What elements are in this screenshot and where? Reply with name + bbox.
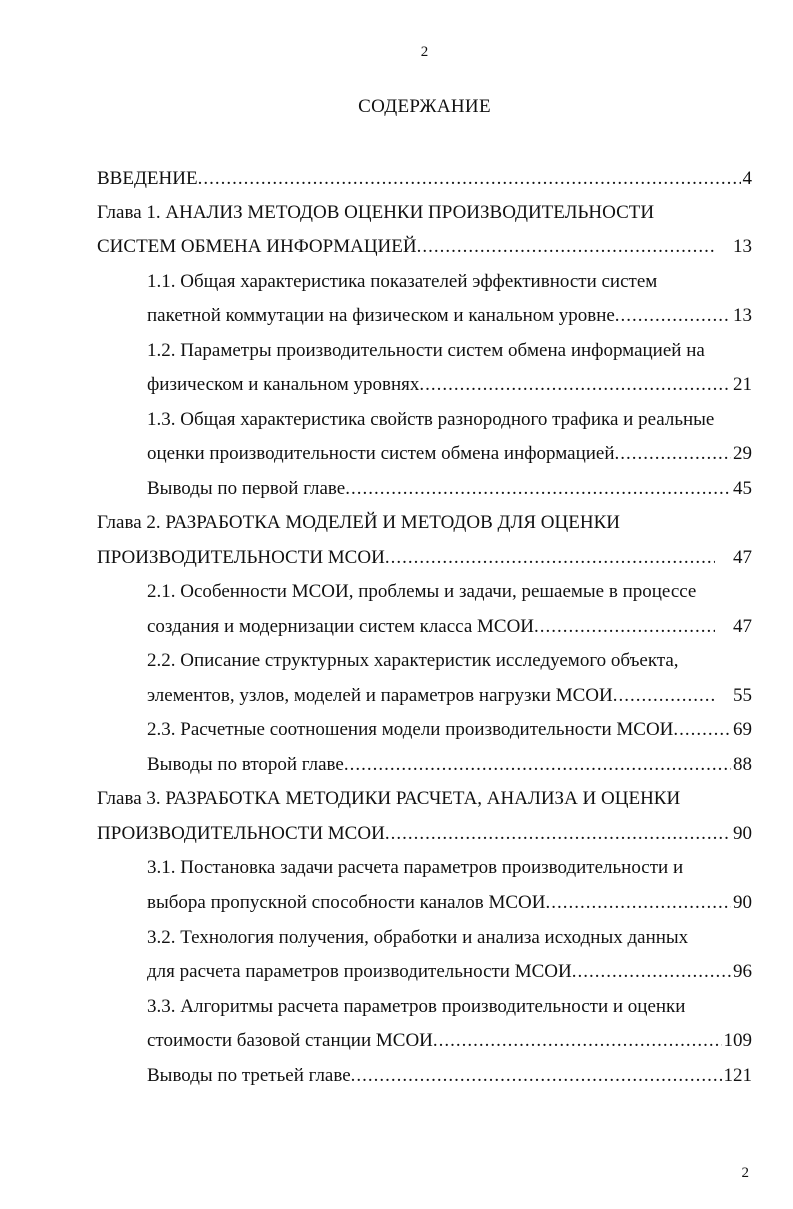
toc-entry-label: СИСТЕМ ОБМЕНА ИНФОРМАЦИЕЙ — [97, 236, 417, 257]
toc-entry-label: для расчета параметров производительности МСОИ — [147, 961, 572, 982]
toc-page-number: 29 — [733, 443, 752, 464]
toc-page-number: 45 — [733, 478, 752, 499]
leader-dots — [198, 166, 741, 192]
toc-page-number: 21 — [733, 374, 752, 395]
toc-page-number: 4 — [742, 168, 752, 189]
toc-section-2-1-title[interactable]: 2.1. Особенности МСОИ, проблемы и задачи, решаемые в процессе — [147, 581, 697, 602]
toc-entry-section-1-3[interactable] — [147, 441, 752, 467]
toc-page-number: 121 — [723, 1065, 752, 1086]
leader-dots — [615, 303, 731, 329]
toc-section-1-3-title[interactable]: 1.3. Общая характеристика свойств разнородного трафика и реальные — [147, 409, 715, 430]
toc-page-number: 109 — [723, 1030, 752, 1051]
toc-page-number: 69 — [733, 719, 752, 740]
leader-dots — [615, 441, 731, 467]
leader-dots — [433, 1028, 722, 1054]
toc-entry-intro[interactable] — [97, 166, 752, 192]
leader-dots — [344, 752, 731, 778]
toc-entry-label: Выводы по третьей главе — [147, 1065, 351, 1086]
toc-entry-section-3-3[interactable] — [147, 1028, 752, 1054]
toc-page-number: 90 — [733, 892, 752, 913]
leader-dots — [419, 372, 731, 398]
toc-entry-section-1-1[interactable] — [147, 303, 752, 329]
toc-chapter-1-title[interactable]: Глава 1. АНАЛИЗ МЕТОДОВ ОЦЕНКИ ПРОИЗВОДИТЕЛЬНОСТИ — [97, 202, 655, 223]
toc-entry-section-2-1[interactable] — [147, 614, 752, 640]
toc-entry-label: Выводы по первой главе — [147, 478, 346, 499]
leader-dots — [385, 821, 731, 847]
page-title: СОДЕРЖАНИЕ — [358, 96, 491, 117]
toc-entry-label: Выводы по второй главе — [147, 754, 344, 775]
toc-section-3-3-title[interactable]: 3.3. Алгоритмы расчета параметров производительности и оценки — [147, 996, 686, 1017]
toc-entry-chapter-3-conclusions[interactable] — [147, 1063, 752, 1089]
toc-chapter-2-title[interactable]: Глава 2. РАЗРАБОТКА МОДЕЛЕЙ И МЕТОДОВ ДЛЯ ОЦЕНКИ — [97, 512, 620, 533]
leader-dots — [613, 683, 715, 709]
toc-entry-label: ПРОИЗВОДИТЕЛЬНОСТИ МСОИ — [97, 547, 385, 568]
toc-section-3-1-title[interactable]: 3.1. Постановка задачи расчета параметров производительности и — [147, 857, 684, 878]
leader-dots — [534, 614, 715, 640]
toc-page-number: 13 — [733, 305, 752, 326]
toc-section-2-2-title[interactable]: 2.2. Описание структурных характеристик исследуемого объекта, — [147, 650, 679, 671]
toc-page-number: 13 — [733, 236, 752, 257]
leader-dots — [345, 476, 731, 502]
leader-dots — [417, 234, 715, 260]
toc-entry-label: стоимости базовой станции МСОИ — [147, 1030, 433, 1051]
toc-page-number: 88 — [733, 754, 752, 775]
leader-dots — [385, 545, 715, 571]
leader-dots — [572, 959, 731, 985]
page-number-top: 2 — [420, 44, 429, 60]
toc-page-number: 55 — [733, 685, 752, 706]
toc-entry-chapter-2-conclusions[interactable] — [147, 752, 752, 778]
toc-page-number: 96 — [733, 961, 752, 982]
leader-dots — [351, 1063, 722, 1089]
leader-dots — [546, 890, 732, 916]
toc-entry-section-2-3[interactable] — [147, 717, 752, 743]
toc-entry-label: ПРОИЗВОДИТЕЛЬНОСТИ МСОИ — [97, 823, 385, 844]
toc-page-number: 90 — [733, 823, 752, 844]
toc-section-1-2-title[interactable]: 1.2. Параметры производительности систем обмена информацией на — [147, 340, 705, 361]
toc-page-number: 47 — [733, 616, 752, 637]
toc-entry-label: физическом и канальном уровнях — [147, 374, 420, 395]
toc-entry-chapter-2[interactable] — [97, 545, 752, 571]
toc-entry-label: выбора пропускной способности каналов МСОИ — [147, 892, 546, 913]
toc-section-1-1-title[interactable]: 1.1. Общая характеристика показателей эффективности систем — [147, 271, 658, 292]
toc-entry-label: 2.3. Расчетные соотношения модели производительности МСОИ — [147, 719, 674, 740]
toc-chapter-3-title[interactable]: Глава 3. РАЗРАБОТКА МЕТОДИКИ РАСЧЕТА, АНАЛИЗА И ОЦЕНКИ — [97, 788, 681, 809]
toc-section-3-2-title[interactable]: 3.2. Технология получения, обработки и анализа исходных данных — [147, 927, 689, 948]
toc-entry-label: создания и модернизации систем класса МСОИ — [147, 616, 535, 637]
toc-entry-chapter-3[interactable] — [97, 821, 752, 847]
toc-entry-chapter-1-conclusions[interactable] — [147, 476, 752, 502]
toc-entry-section-3-1[interactable] — [147, 890, 752, 916]
page-number-bottom: 2 — [741, 1165, 749, 1181]
toc-entry-label: элементов, узлов, моделей и параметров нагрузки МСОИ — [147, 685, 613, 706]
leader-dots — [673, 717, 731, 743]
toc-entry-label: пакетной коммутации на физическом и канальном уровне — [147, 305, 615, 326]
toc-page-number: 47 — [733, 547, 752, 568]
toc-entry-section-3-2[interactable] — [147, 959, 752, 985]
toc-entry-section-1-2[interactable] — [147, 372, 752, 398]
toc-entry-section-2-2[interactable] — [147, 683, 752, 709]
toc-entry-label: ВВЕДЕНИЕ — [97, 168, 198, 189]
toc-entry-label: оценки производительности систем обмена информацией — [147, 443, 615, 464]
toc-entry-chapter-1[interactable] — [97, 234, 752, 260]
